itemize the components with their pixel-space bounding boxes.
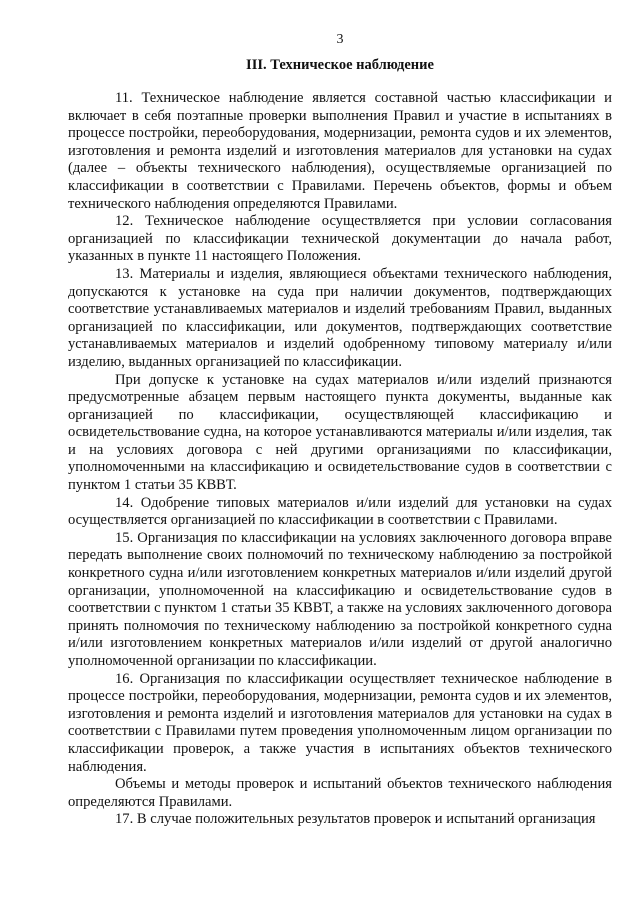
paragraph-11: 11. Техническое наблюдение является составной частью классификации и включает в себя поэтапные проверки выполнения Правил и участие в испытаниях в процессе постройки, переоборудования, модернизации, ремонта судов и их элементов, изготовления и ремонта изделий и изготовления материалов для установки на судах (далее – объекты технического наблюдения), осуществляемые организацией по классификации в соответствии с Правилами. Перечень объектов, формы и объем технического наблюдения определяются Правилами. <box>68 90 612 212</box>
document-body <box>68 90 612 829</box>
paragraph-15: 15. Организация по классификации на условиях заключенного договора вправе передать выполнение своих полномочий по техническому наблюдению за постройкой конкретного судна и/или изготовлением конкретных материалов и/или изделий другой организации, уполномоченной на классификацию и освидетельствование судов в соответствии с пунктом 1 статьи 35 КВВТ, а также на условиях заключенного договора принять полномочия по техническому наблюдению за постройкой конкретного судна и/или изготовлением конкретных материалов и/или изделий от другой аналогично уполномоченной организации по классификации. <box>68 529 612 669</box>
paragraph-13: 13. Материалы и изделия, являющиеся объектами технического наблюдения, допускаются к установке на суда при наличии документов, подтверждающих соответствие устанавливаемых материалов и изделий требованиям Правил, выданных организацией по классификации, или документов, подтверждающих соответствие устанавливаемых материалов и изделий одобренному типовому материалу и/или изделию, выданных организацией по классификации. <box>68 265 612 370</box>
paragraph-14: 14. Одобрение типовых материалов и/или изделий для установки на судах осуществляется организацией по классификации в соответствии с Правилами. <box>68 494 612 529</box>
paragraph-17: 17. В случае положительных результатов проверок и испытаний организация <box>115 811 596 828</box>
paragraph-16: 16. Организация по классификации осуществляет техническое наблюдение в процессе постройки, переоборудования, модернизации, ремонта судов и их элементов, изготовления и ремонта изделий и изготовления материалов для установки на судах в соответствии с Правилами путем проведения уполномоченным лицом организации по классификации проверок, а также участия в испытаниях объектов технического наблюдения. <box>68 670 612 775</box>
section-title: III. Техническое наблюдение <box>246 57 434 73</box>
paragraph-16-second: Объемы и методы проверок и испытаний объектов технического наблюдения определяются Правилами. <box>68 776 612 810</box>
paragraph-12: 12. Техническое наблюдение осуществляется при условии согласования организацией по классификации технической документации до начала работ, указанных в пункте 11 настоящего Положения. <box>68 213 612 265</box>
paragraph-13-second: При допуске к установке на судах материалов и/или изделий признаются предусмотренные абзацем первым настоящего пункта документы, выданные как организацией по классификации, осуществляющей классификацию и освидетельствование судна, на которое устанавливаются материалы и/или изделия, так и на условиях договора с ней другими организациями по классификации, уполномоченными на классификацию и освидетельствование судов в соответствии с пунктом 1 статьи 35 КВВТ. <box>68 371 612 494</box>
page-number: 3 <box>336 32 344 47</box>
